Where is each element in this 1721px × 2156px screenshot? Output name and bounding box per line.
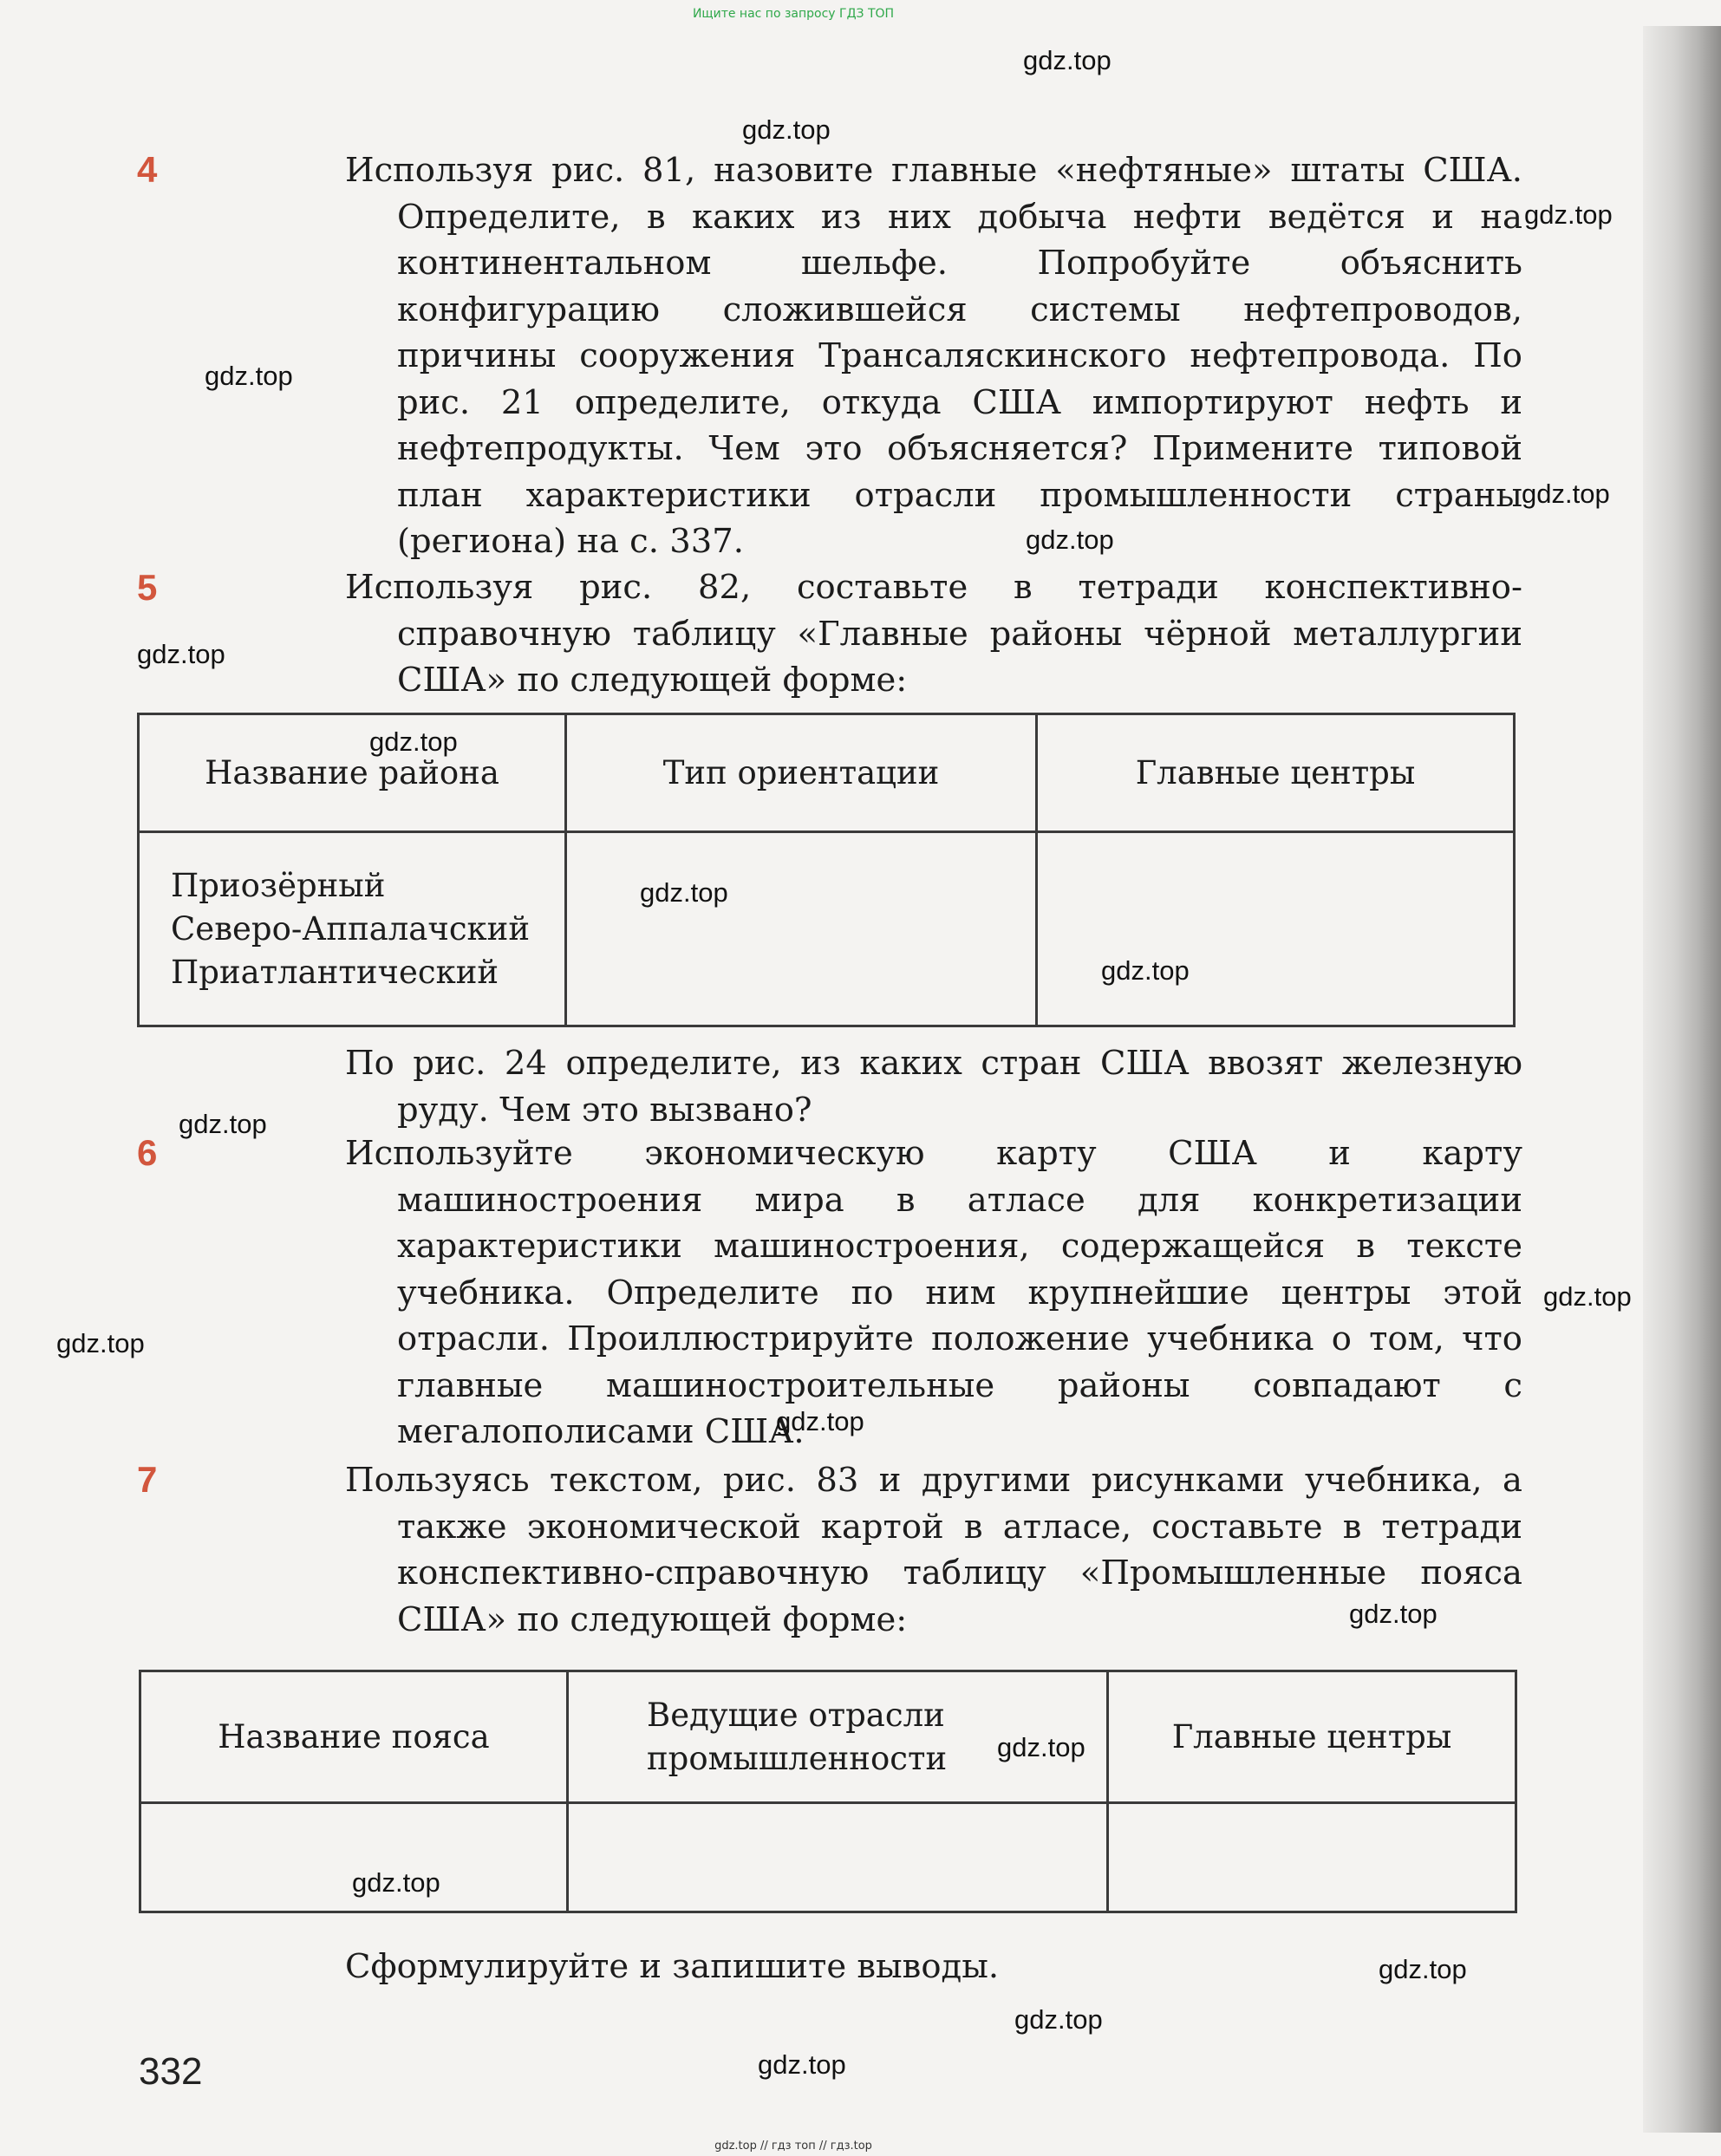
top-note: Ищите нас по запросу ГДЗ ТОП	[692, 7, 895, 21]
watermark: gdz.top	[1522, 479, 1610, 509]
watermark: gdz.top	[1023, 45, 1111, 75]
task-4-text	[345, 147, 1522, 565]
table1-row-region: Приатлантический	[171, 953, 499, 991]
watermark: gdz.top	[56, 1328, 145, 1358]
table1-empty-cell	[566, 832, 1037, 1026]
bottom-note: gdz.top // гдз топ // гдз.top	[714, 2140, 872, 2153]
watermark: gdz.top	[137, 639, 225, 669]
table-metallurgy-regions	[137, 713, 1516, 1027]
watermark: gdz.top	[369, 726, 458, 757]
task-4-paragraph: Используя рис. 81, назовите главные «нефтяные» штаты США. Определите, в каких из них добыча нефти ведётся и на континентальном шельфе. Попробуйте объяснить конфигурацию сложившейся системы нефтепроводов, причины сооружения Трансаляскинского нефтепровода. По рис. 21 определите, откуда США импортируют нефть и нефтепродукты. Чем это объясняется? Примените типовой план характеристики отрасли промышленности страны (региона) на с. 337.	[345, 151, 1522, 561]
table2-empty-cell	[1108, 1803, 1516, 1912]
watermark: gdz.top	[640, 877, 728, 908]
task-6-text	[345, 1130, 1522, 1456]
watermark: gdz.top	[758, 2049, 846, 2080]
task-5-followup	[345, 1040, 1522, 1133]
watermark: gdz.top	[1379, 1954, 1467, 1984]
task-number-5: 5	[137, 567, 158, 608]
watermark: gdz.top	[205, 361, 293, 391]
watermark: gdz.top	[1101, 955, 1190, 986]
watermark: gdz.top	[1524, 199, 1613, 230]
table2-empty-cell	[568, 1803, 1108, 1912]
watermark: gdz.top	[1026, 524, 1114, 555]
watermark: gdz.top	[179, 1109, 267, 1139]
task-6-paragraph: Используйте экономическую карту США и карту машиностроения мира в атласе для конкретизации характеристики машиностроения, содержащейся в тексте учебника. Определите по ним крупнейшие центры этой отрасли. Проиллюстрируйте положение учебника о том, что главные машиностроительные районы совпадают с мегалополисами США.	[345, 1134, 1522, 1451]
task-number-7: 7	[137, 1459, 158, 1500]
table2-header-centers: Главные центры	[1108, 1671, 1516, 1803]
task-number-4: 4	[137, 149, 158, 190]
task-7-followup	[345, 1944, 1522, 1990]
table1-regions-cell	[139, 832, 566, 1026]
page-number: 332	[139, 2050, 203, 2093]
table1-header-region: Название района	[139, 714, 566, 832]
watermark: gdz.top	[997, 1732, 1085, 1762]
table1-row-region: Северо-Аппалачский	[171, 909, 530, 948]
watermark: gdz.top	[776, 1406, 864, 1436]
table-industrial-belts	[139, 1670, 1517, 1913]
table1-empty-cell	[1037, 832, 1515, 1026]
task-7-followup-text: Сформулируйте и запишите выводы.	[345, 1947, 1000, 1986]
task-7-paragraph: Пользуясь текстом, рис. 83 и другими рисунками учебника, а также экономической картой в атласе, составьте в тетради конспективно-справочную таблицу «Промышленные пояса США» по следующей форме:	[345, 1461, 1522, 1639]
table1-header-centers: Главные центры	[1037, 714, 1515, 832]
watermark: gdz.top	[1543, 1281, 1632, 1312]
table1-header-orientation: Тип ориентации	[566, 714, 1037, 832]
task-5-followup-text: По рис. 24 определите, из каких стран США ввозят железную руду. Чем это вызвано?	[345, 1044, 1522, 1130]
table1-row-region: Приозёрный	[171, 866, 386, 904]
watermark: gdz.top	[1014, 2004, 1103, 2035]
watermark: gdz.top	[352, 1867, 440, 1898]
book-spine-shadow	[1643, 26, 1721, 2133]
table2-header-industries: Ведущие отрасли промышленности	[568, 1671, 1108, 1803]
task-5-text	[345, 564, 1522, 704]
watermark: gdz.top	[1349, 1599, 1437, 1629]
watermark: gdz.top	[742, 114, 831, 145]
task-5-paragraph: Используя рис. 82, составьте в тетради конспективно-справочную таблицу «Главные районы чёрной металлургии США» по следующей форме:	[345, 568, 1522, 700]
task-number-6: 6	[137, 1132, 158, 1173]
task-7-text	[345, 1457, 1522, 1643]
table2-header-belt: Название пояса	[140, 1671, 568, 1803]
